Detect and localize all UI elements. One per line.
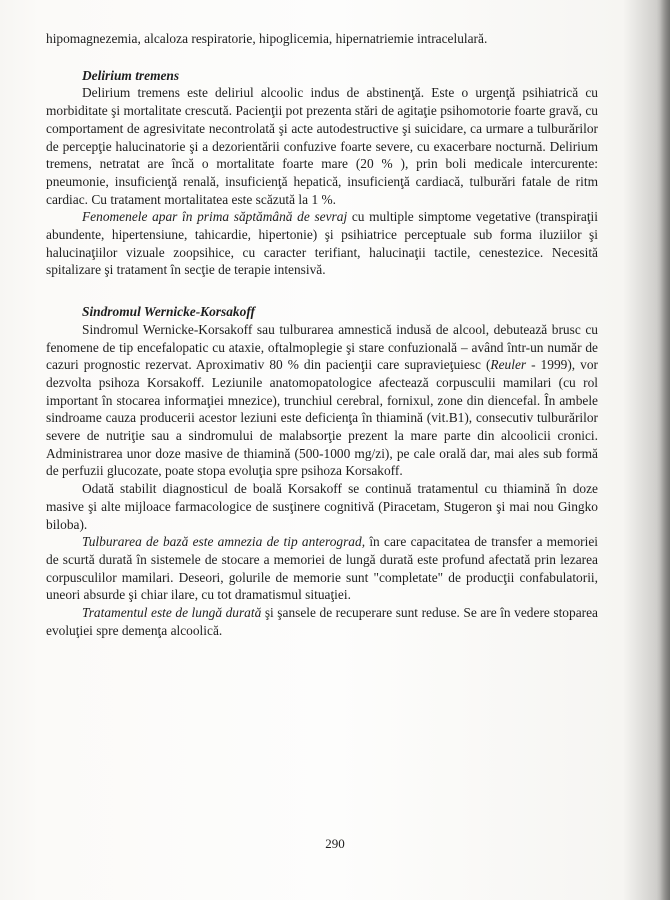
section-heading-wernicke-korsakoff: Sindromul Wernicke-Korsakoff [82,304,255,320]
delirium-emphasis: Fenomenele apar în prima săptămână de sevraj [82,209,348,225]
delirium-paragraph-2-text: cu multiple simptome vegetative (transpiraţii abundente, hipertensiune, tahicardie, hipertonie) şi psihiatrice perceptuale sub forma iluziilor şi halucinaţiilor vizuale zoopsihice, cu caracter terifiant, halucinaţii tactile, cenestezice. Necesită spitalizare şi tratament în secţie de terapie intensivă. [46,209,598,278]
wernicke-paragraph-3-text: în care capacitatea de transfer a memoriei de scurtă durată în sistemele de stocare a memoriei de lungă durată este profund afectată prin lezarea corpusculilor mamilari. Deseori, golurile de memorie sunt "completate" de producţii confabulatorii, uneori absurde şi chiar ilare, cu tot dramatismul situaţiei. [46,534,598,603]
wernicke-paragraph-4-text: şi şansele de recuperare sunt reduse. Se are în vedere stoparea evoluţiei spre demenţa alcoolică. [46,605,598,638]
delirium-paragraph-2 [46,208,598,279]
amnesia-emphasis: Tulburarea de bază este amnezia de tip anterograd, [82,534,366,550]
wernicke-paragraph-1-text-a: Sindromul Wernicke-Korsakoff sau tulburarea amnestică indusă de alcool, debutează brusc cu fenomene de tip encefalopatic cu ataxie, oftalmoplegie şi stare confuzională – având într-un număr de cazuri prognostic rezervat. Aproximativ 80 % din pacienţii care supravieţuiesc ( [46,321,598,373]
citation-author: Reuler [490,357,527,373]
page-edge-shadow [660,0,670,900]
delirium-paragraph-1: Delirium tremens este deliriul alcoolic indus de abstinenţă. Este o urgenţă psihiatrică cu morbiditate şi mortalitate crescută. Pacienţii pot prezenta stări de agitaţie psihomotorie foarte gravă, cu comportament de agresivitate necontrolată şi acte autodestructive şi suicidare, ca urmare a tulburărilor de percepţie halucinatorie şi a dezorientării confuzive foarte severe, cu exacerbare nocturnă. Delirium tremens, netratat are încă o mortalitate foarte mare (20 % ), prin boli medicale intercurente: pneumonie, insuficienţă renală, insuficienţă hepatică, insuficienţă cardiacă, tulburări fatale de ritm cardiac. Cu tratament mortalitatea este scăzută la 1 %. [46,85,598,207]
wernicke-paragraph-3 [46,533,598,604]
wernicke-paragraph-2: Odată stabilit diagnosticul de boală Korsakoff se continuă tratamentul cu thiamină în doze masive şi alte mijloace farmacologice de susţinere cognitivă (Piracetam, Stugeron şi mai nou Gingko biloba). [46,481,598,532]
page-content [46,30,598,640]
wernicke-paragraph-4 [46,604,598,639]
intro-paragraph: hipomagnezemia, alcaloza respiratorie, hipoglicemia, hipernatriemie intracelulară. [46,31,488,46]
wernicke-paragraph-1-text-b: - 1999), vor dezvolta psihoza Korsakoff. Leziunile anatomopatologice afectează corpusculii mamilari (cu rol important în stocarea informaţiei mnezice), trunchiul cerebral, fornixul, zone din diencefal. În ambele sindroame cauza producerii acestor leziuni este deficienţa în thiamină (vit.B1), consecutiv tulburărilor severe de nutriţie sau a sindromului de malabsorţie prezent la mare parte din alcoolicii cronici. Administrarea unor doze masive de thiamină (500-1000 mg/zi), pe cale orală dar, mai ales sub formă de perfuzii glucozate, poate stopa evoluţia spre psihoza Korsakoff. [46,357,598,479]
page-number: 290 [325,836,345,851]
wernicke-paragraph-1 [46,321,598,480]
section-heading-delirium-tremens: Delirium tremens [82,67,180,83]
treatment-emphasis: Tratamentul este de lungă durată [82,605,262,621]
